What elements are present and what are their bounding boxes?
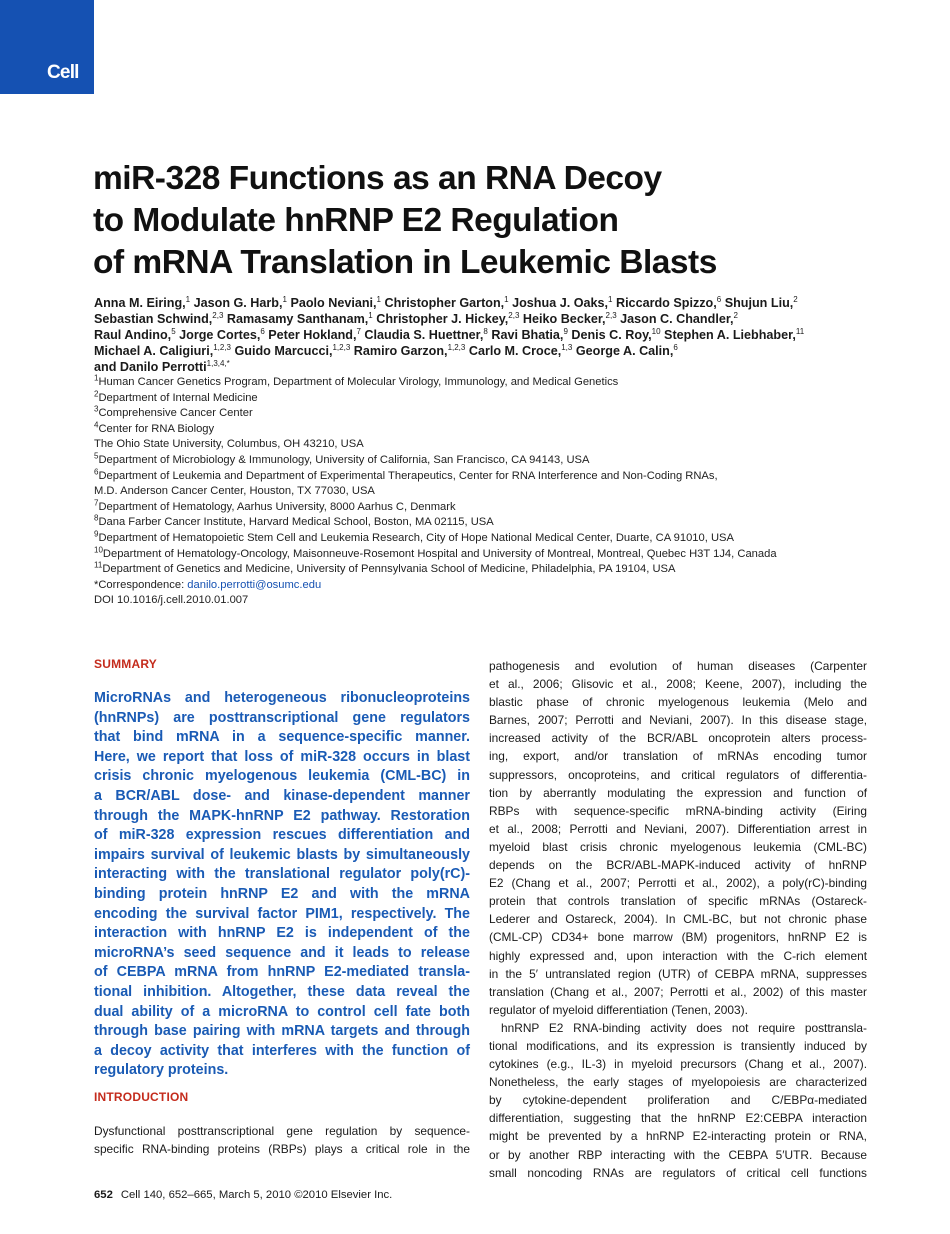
author-affiliation-marker: 1	[608, 294, 613, 304]
page-number: 652	[94, 1189, 113, 1201]
author-line	[94, 343, 874, 359]
author-affiliation-marker: 1	[504, 294, 509, 304]
author-affiliation-marker: 8	[483, 326, 488, 336]
text-line: et al., 2008; Perrotti and Neviani, 2007). Differentiation arrest in	[489, 821, 867, 836]
title-line: to Modulate hnRNP E2 Regulation	[93, 202, 619, 239]
affiliation-text: Department of Leukemia and Department of Experimental Therapeutics, Center for RNA Interference and Non-Coding RNAs,	[98, 469, 718, 482]
affiliation-text: Department of Hematology-Oncology, Maisonneuve-Rosemont Hospital and University of Montreal, Montreal, Quebec H3T 1J4, Canada	[102, 547, 777, 560]
author-line	[94, 311, 874, 327]
affiliation-number: 10	[94, 544, 103, 554]
text-line: regulator of myeloid differentiation (Tenen, 2003).	[489, 1002, 748, 1017]
affiliation-number: 8	[94, 513, 99, 523]
text-line: highly expressed and, upon interaction with the C-rich element	[489, 948, 867, 963]
text-line: specific RNA-binding proteins (RBPs) plays a critical role in the	[94, 1142, 470, 1156]
text-line: binding protein hnRNP E2 and with the mRNA	[94, 885, 470, 902]
affiliation-text: Comprehensive Cancer Center	[98, 407, 253, 420]
article-title	[93, 158, 873, 284]
author-name: Christopher J. Hickey,	[372, 312, 509, 326]
affiliation-number: 9	[94, 529, 99, 539]
affiliation-text: The Ohio State University, Columbus, OH 43210, USA	[94, 438, 364, 451]
affiliation-text: Center for RNA Biology	[98, 422, 215, 435]
text-line: Barnes, 2007; Perrotti and Neviani, 2007). In this disease stage,	[489, 713, 867, 728]
author-affiliation-marker: 1	[376, 294, 381, 304]
author-name: Ramasamy Santhanam,	[223, 312, 369, 326]
affiliation-text: Department of Microbiology & Immunology, University of California, San Francisco, CA 94143, USA	[98, 453, 590, 466]
author-name: Joshua J. Oaks,	[508, 296, 609, 310]
affiliation-line	[94, 562, 894, 578]
author-line	[94, 327, 874, 343]
affiliation-line	[94, 515, 894, 531]
affiliation-line	[94, 531, 894, 547]
author-name: Peter Hokland,	[264, 328, 357, 342]
author-name: Heiko Becker,	[519, 312, 606, 326]
text-line: depends on the BCR/ABL-MAPK-induced activity of hnRNP	[489, 858, 867, 873]
affiliation-line	[94, 437, 894, 453]
affiliation-text: Department of Hematology, Aarhus University, 8000 Aarhus C, Denmark	[98, 500, 456, 513]
author-affiliation-marker: 6	[260, 326, 265, 336]
text-line: a BCR/ABL dose- and kinase-dependent manner	[94, 787, 470, 804]
author-affiliation-marker: 5	[171, 326, 176, 336]
author-name: Christopher Garton,	[381, 296, 505, 310]
author-affiliation-marker: 11	[795, 326, 805, 336]
affiliation-line	[94, 466, 894, 485]
text-line: tional modifications, and its expression is transiently induced by	[489, 1038, 867, 1053]
author-name: Jorge Cortes,	[175, 328, 261, 342]
right-column-text	[489, 657, 867, 1182]
text-line: Here, we report that loss of miR-328 occurs in blast	[94, 748, 470, 765]
author-affiliation-marker: 2	[793, 294, 798, 304]
correspondence-email-link[interactable]: danilo.perrotti@osumc.edu	[187, 578, 322, 591]
author-name: Stephen A. Liebhaber,	[660, 328, 796, 342]
author-name: Ramiro Garzon,	[350, 344, 448, 358]
text-line: hnRNP E2 RNA-binding activity does not require posttransla-	[501, 1020, 867, 1035]
author-affiliation-marker: 6	[716, 294, 722, 304]
affiliation-number: 2	[94, 388, 99, 398]
text-line: Dysfunctional posttranscriptional gene regulation by sequence-	[94, 1124, 470, 1138]
affiliation-line	[94, 453, 894, 469]
author-name: Ravi Bhatia,	[487, 328, 564, 342]
author-name: Michael A. Caligiuri,	[94, 344, 214, 358]
affiliation-text: Human Cancer Genetics Program, Department of Molecular Virology, Immunology, and Medical Genetics	[98, 376, 619, 388]
author-name: Riccardo Spizzo,	[612, 296, 717, 310]
author-affiliation-marker: 1,2,3	[447, 342, 466, 352]
author-affiliation-marker: 2,3	[212, 310, 224, 320]
text-line: crisis chronic myelogenous leukemia (CML-BC) in	[94, 768, 470, 785]
author-affiliation-marker: 10	[651, 326, 661, 336]
author-name: and Danilo Perrotti	[94, 360, 207, 374]
text-line: by cytokine-dependent proliferation and C/EBPα-mediated	[489, 1093, 867, 1108]
correspondence	[94, 578, 894, 594]
text-line: small noncoding RNAs are regulators of critical cell functions	[489, 1165, 867, 1180]
affiliation-text: M.D. Anderson Cancer Center, Houston, TX 77030, USA	[94, 485, 375, 498]
author-affiliation-marker: 1,3	[561, 342, 573, 352]
affiliation-number: 1	[94, 373, 99, 383]
author-line	[94, 295, 874, 311]
text-line: RBPs with sequence-specific mRNA-binding activity (Eiring	[489, 803, 867, 818]
text-line: in the 5′ untranslated region (UTR) of CEBPA mRNA, suppresses	[489, 966, 867, 981]
text-line: of CEBPA mRNA from hnRNP E2-mediated transla-	[94, 964, 470, 981]
text-line: protein that controls translation of specific mRNAs (Ostareck-	[489, 894, 867, 909]
text-line: Lederer and Ostareck, 2004). In CML-BC, but not chronic phase	[489, 912, 867, 927]
affiliation-line	[94, 500, 894, 516]
affiliation-number: 7	[94, 498, 99, 508]
text-line: of miR-328 expression rescues differentiation and	[94, 827, 470, 844]
text-line: microRNA’s seed sequence and it leads to release	[94, 944, 470, 961]
text-line: Nonetheless, the early stages of myelopoiesis are characterized	[489, 1075, 867, 1090]
page-footer	[94, 1189, 392, 1201]
text-line: E2 (Chang et al., 2007; Perrotti et al., 2002), a poly(rC)-binding	[489, 876, 867, 891]
summary-heading: SUMMARY	[94, 657, 157, 671]
author-line	[94, 359, 874, 375]
text-line: tional inhibition. Altogether, these data reveal the	[94, 983, 470, 1000]
text-line: myeloid blast crisis chronic myelogenous leukemia (CML-BC)	[489, 839, 867, 854]
author-affiliation-marker: 7	[356, 326, 361, 336]
author-affiliation-marker: 2,3	[508, 310, 520, 320]
text-line: regulatory proteins.	[94, 1062, 229, 1079]
text-line: differentiation, suggesting that the hnRNP E2:CEBPA interaction	[489, 1111, 867, 1126]
author-name: Sebastian Schwind,	[94, 312, 213, 326]
affiliation-number: 4	[94, 420, 99, 430]
journal-logo-block	[0, 0, 94, 94]
introduction-text	[94, 1122, 470, 1158]
text-line: impairs survival of leukemic blasts by simultaneously	[94, 846, 470, 863]
affiliations	[94, 375, 894, 609]
text-line: pathogenesis and evolution of human diseases (Carpenter	[489, 659, 867, 673]
author-name: Guido Marcucci,	[231, 344, 333, 358]
affiliation-list	[94, 375, 894, 578]
author-affiliation-marker: 2	[733, 310, 738, 320]
text-line: cytokines (e.g., IL-3) in myeloid precursors (Chang et al., 2007).	[489, 1057, 867, 1072]
text-line: ing, export, and/or translation of mRNAs encoding tumor	[489, 749, 867, 764]
author-name: Jason G. Harb,	[190, 296, 283, 310]
author-affiliation-marker: 1,3,4,*	[206, 358, 230, 368]
title-line: of mRNA Translation in Leukemic Blasts	[93, 244, 717, 281]
journal-citation: Cell 140, 652–665, March 5, 2010 ©2010 Elsevier Inc.	[120, 1189, 393, 1201]
author-name: Claudia S. Huettner,	[360, 328, 484, 342]
affiliation-number: 6	[94, 466, 99, 476]
author-name: Denis C. Roy,	[567, 328, 652, 342]
affiliation-text: Dana Farber Cancer Institute, Harvard Medical School, Boston, MA 02115, USA	[98, 516, 494, 529]
author-affiliation-marker: 1,2,3	[213, 342, 231, 352]
affiliation-number: 11	[94, 560, 103, 570]
author-list	[94, 295, 874, 375]
author-affiliation-marker: 2,3	[605, 310, 617, 320]
author-name: George A. Calin,	[572, 344, 674, 358]
text-line: interaction with hnRNP E2 is independent of the	[94, 925, 470, 942]
affiliation-line	[94, 484, 894, 500]
summary-text	[94, 689, 470, 1081]
affiliation-line	[94, 544, 894, 563]
text-line: blastic phase of chronic myelogenous leukemia (Melo and	[489, 695, 867, 710]
text-line: translation (Chang et al., 2007; Perrotti et al., 2002) of this master	[489, 984, 867, 999]
text-line: interacting with the translational regulator poly(rC)-	[94, 866, 470, 883]
author-affiliation-marker: 1	[368, 310, 373, 320]
text-line: tion by aberrantly modulating the expression and function of	[489, 785, 867, 800]
author-affiliation-marker: 6	[673, 342, 678, 352]
text-line: a decoy activity that interferes with the function of	[94, 1042, 470, 1059]
author-name: Carlo M. Croce,	[465, 344, 562, 358]
author-name: Shujun Liu,	[721, 296, 794, 310]
author-affiliation-marker: 1	[185, 294, 191, 304]
journal-logo: Cell	[47, 62, 79, 83]
title-line: miR-328 Functions as an RNA Decoy	[93, 160, 662, 197]
author-affiliation-marker: 1	[282, 294, 287, 304]
author-name: Raul Andino,	[94, 328, 172, 342]
text-line: (hnRNPs) are posttranscriptional gene regulators	[94, 709, 470, 726]
affiliation-line	[94, 406, 894, 422]
author-affiliation-marker: 1,2,3	[332, 342, 351, 352]
affiliation-text: Department of Hematopoietic Stem Cell and Leukemia Research, City of Hope National Medical Center, Duarte, CA 91010, USA	[98, 531, 734, 544]
text-line: through base pairing with mRNA targets and through	[94, 1023, 470, 1040]
introduction-heading: INTRODUCTION	[94, 1090, 189, 1104]
affiliation-line	[94, 422, 894, 438]
correspondence-label: *Correspondence:	[94, 578, 188, 591]
doi: DOI 10.1016/j.cell.2010.01.007	[94, 594, 249, 607]
affiliation-number: 3	[94, 404, 99, 414]
text-line: encoding the survival factor PIM1, respectively. The	[94, 905, 470, 922]
affiliation-number: 5	[94, 451, 99, 461]
text-line: MicroRNAs and heterogeneous ribonucleoproteins	[94, 690, 470, 706]
affiliation-line	[94, 388, 894, 407]
text-line: suppressors, oncoproteins, and critical regulators of differentia-	[489, 767, 867, 782]
text-line: might be prevented by a hnRNP E2-interacting protein or RNA,	[489, 1129, 867, 1144]
text-line: et al., 2006; Glisovic et al., 2008; Keene, 2007), including the	[489, 677, 867, 692]
text-line: that bind mRNA in a sequence-specific manner.	[94, 729, 470, 746]
author-name: Anna M. Eiring,	[94, 296, 186, 310]
affiliation-line	[94, 375, 894, 391]
text-line: increased activity of the BCR/ABL oncoprotein alters process-	[489, 731, 867, 746]
text-line: dual ability of a microRNA to control cell fate both	[94, 1003, 470, 1020]
text-line: through the MAPK-hnRNP E2 pathway. Restoration	[94, 807, 470, 824]
text-line: or by another RBP interacting with the CEBPA 5′UTR. Because	[489, 1147, 867, 1162]
author-affiliation-marker: 9	[563, 326, 568, 336]
affiliation-text: Department of Genetics and Medicine, University of Pennsylvania School of Medicine, Philadelphia, PA 19104, USA	[102, 563, 676, 576]
text-line: (CML-CP) CD34+ bone marrow (BM) progenitors, hnRNP E2 is	[489, 930, 867, 945]
author-name: Paolo Neviani,	[286, 296, 377, 310]
author-name: Jason C. Chandler,	[616, 312, 734, 326]
affiliation-text: Department of Internal Medicine	[98, 391, 258, 404]
